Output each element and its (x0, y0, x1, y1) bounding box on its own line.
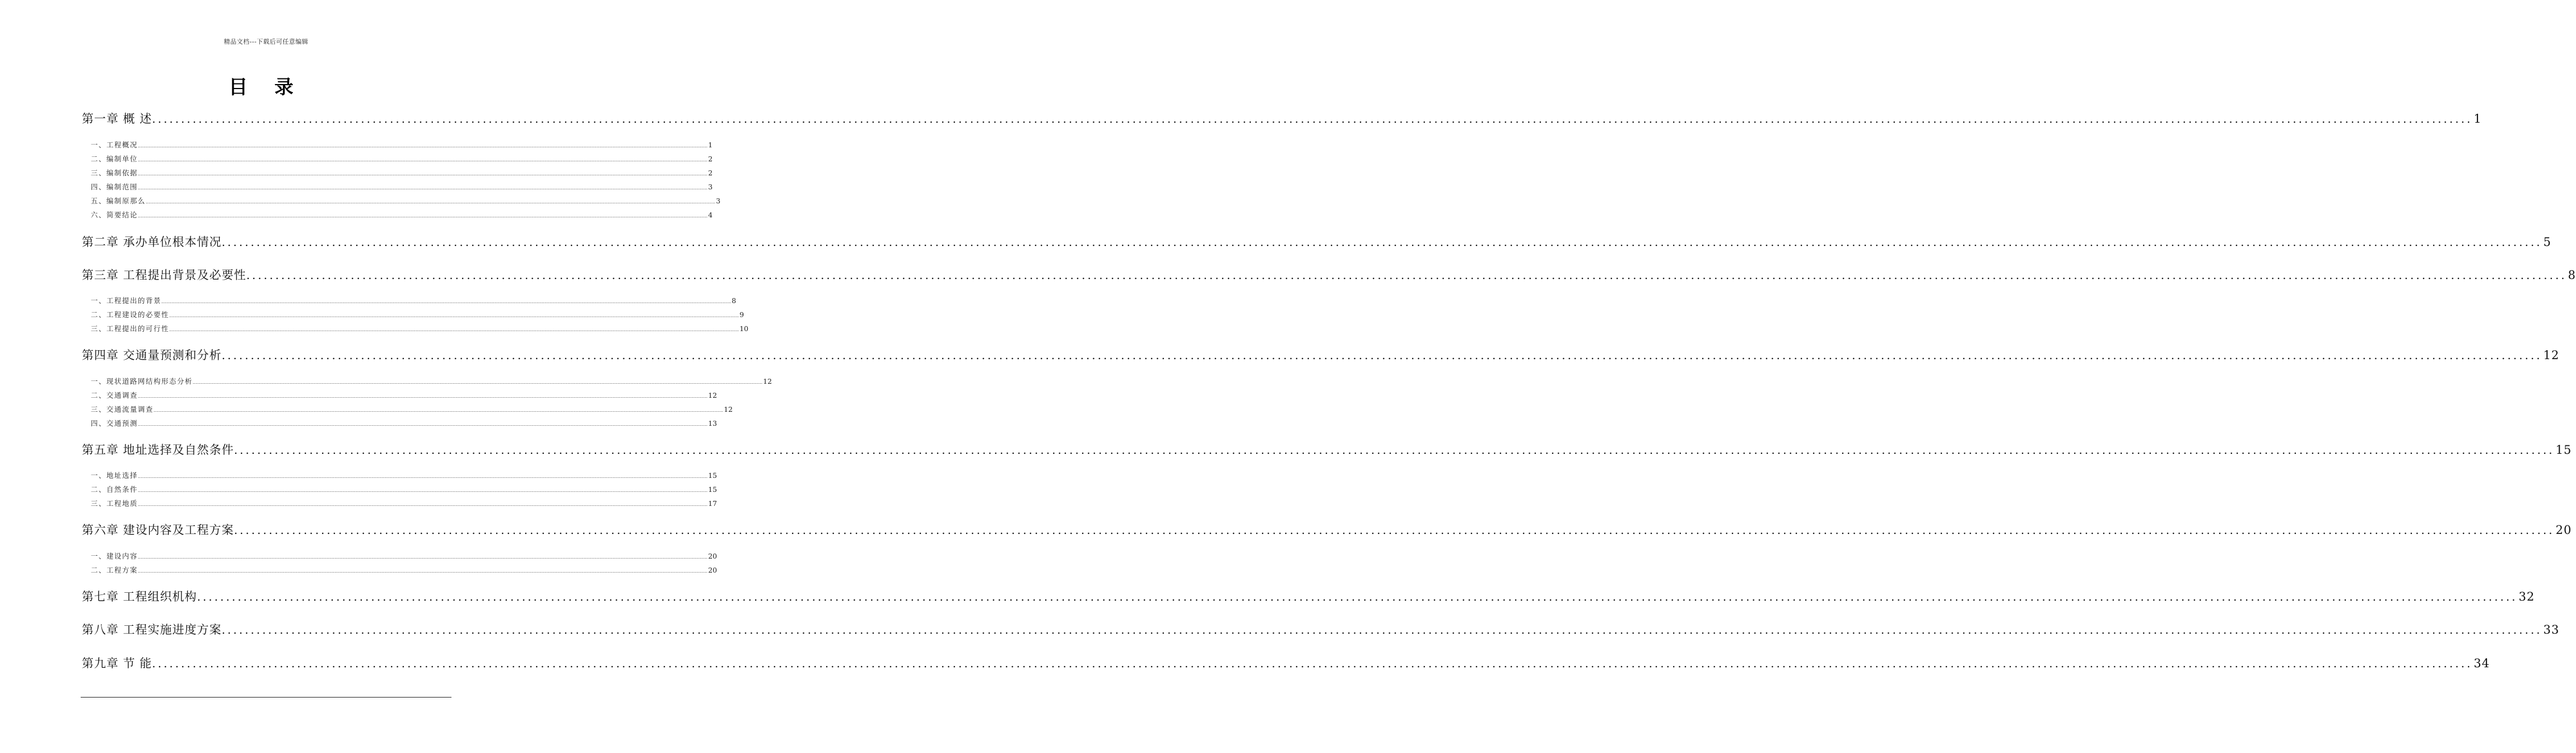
toc-leader-dots: ................................................................................................................................................................................................................................................................................................................................................................................................................ (138, 185, 708, 190)
toc-entry-label: 二、编制单位 (91, 155, 138, 163)
toc-chapter-entry[interactable] (82, 266, 2576, 283)
toc-leader-dots: ................................................................................................................................................................................................................................................................................................................................................................................................................ (221, 235, 2542, 249)
toc-entry-label: 二、自然条件 (91, 485, 138, 494)
toc-entry-label: 三、编制依据 (91, 169, 138, 177)
toc-chapter-entry[interactable] (82, 441, 2572, 458)
toc-page-number: 32 (2518, 590, 2535, 603)
toc-leader-dots: ................................................................................................................................................................................................................................................................................................................................................................................................................ (138, 171, 708, 176)
toc-page-number: 9 (739, 310, 744, 319)
toc-leader-dots: ................................................................................................................................................................................................................................................................................................................................................................................................................ (234, 523, 2555, 537)
toc-leader-dots: ................................................................................................................................................................................................................................................................................................................................................................................................................ (169, 313, 739, 318)
toc-section-entry[interactable] (91, 551, 718, 561)
toc-page-number: 20 (2555, 523, 2572, 537)
toc-page-number: 8 (2568, 268, 2576, 282)
toc-section-entry[interactable] (91, 154, 713, 164)
toc-section-entry[interactable] (91, 565, 718, 575)
toc-entry-label: 第八章 工程实施进度方案 (82, 623, 222, 636)
toc-page-number: 33 (2543, 623, 2560, 636)
toc-page-number: 1 (708, 141, 713, 149)
toc-entry-label: 第一章 概 述 (82, 112, 152, 125)
toc-page-number: 34 (2473, 657, 2490, 670)
toc-leader-dots: ................................................................................................................................................................................................................................................................................................................................................................................................................ (138, 502, 708, 507)
toc-chapter-entry[interactable] (82, 521, 2572, 538)
toc-section-entry[interactable] (91, 418, 718, 428)
toc-leader-dots: ................................................................................................................................................................................................................................................................................................................................................................................................................ (138, 488, 708, 493)
toc-leader-dots: ................................................................................................................................................................................................................................................................................................................................................................................................................ (161, 299, 732, 304)
toc-page-number: 3 (708, 183, 713, 191)
toc-entry-label: 一、地址选择 (91, 471, 138, 480)
toc-section-entry[interactable] (91, 470, 718, 480)
toc-leader-dots: ................................................................................................................................................................................................................................................................................................................................................................................................................ (221, 348, 2542, 362)
toc-section-entry[interactable] (91, 498, 718, 508)
toc-leader-dots: ................................................................................................................................................................................................................................................................................................................................................................................................................ (153, 408, 724, 413)
toc-leader-dots: ................................................................................................................................................................................................................................................................................................................................................................................................................ (152, 112, 2473, 125)
toc-entry-label: 一、现状道路网结构形态分析 (91, 377, 193, 385)
toc-entry-label: 三、工程提出的可行性 (91, 324, 170, 333)
toc-page-number: 15 (708, 471, 718, 480)
toc-entry-label: 三、工程地质 (91, 499, 138, 508)
toc-page-number: 12 (724, 405, 733, 413)
toc-entry-label: 四、编制范围 (91, 183, 138, 191)
toc-page-number: 4 (708, 211, 713, 219)
toc-leader-dots: ................................................................................................................................................................................................................................................................................................................................................................................................................ (138, 569, 708, 574)
toc-entry-label: 第四章 交通量预测和分析 (82, 348, 222, 362)
toc-leader-dots: ................................................................................................................................................................................................................................................................................................................................................................................................................ (138, 213, 708, 219)
toc-chapter-entry[interactable] (82, 346, 2560, 363)
toc-page-number: 1 (2473, 112, 2482, 125)
toc-leader-dots: ................................................................................................................................................................................................................................................................................................................................................................................................................ (152, 657, 2473, 670)
toc-leader-dots: ................................................................................................................................................................................................................................................................................................................................................................................................................ (138, 555, 708, 560)
toc-entry-label: 三、交通流量调查 (91, 405, 154, 413)
toc-chapter-entry[interactable] (82, 588, 2535, 605)
toc-entry-label: 第七章 工程组织机构 (82, 590, 197, 603)
toc-leader-dots: ................................................................................................................................................................................................................................................................................................................................................................................................................ (138, 394, 708, 399)
toc-entry-label: 六、简要结论 (91, 211, 138, 219)
toc-leader-dots: ................................................................................................................................................................................................................................................................................................................................................................................................................ (146, 199, 716, 204)
toc-chapter-entry[interactable] (82, 110, 2482, 127)
toc-entry-label: 第二章 承办单位根本情况 (82, 235, 222, 249)
toc-entry-label: 第六章 建设内容及工程方案 (82, 523, 234, 537)
toc-page-number: 3 (716, 197, 721, 205)
toc-page-number: 12 (708, 391, 718, 399)
toc-section-entry[interactable] (91, 309, 744, 319)
toc-section-entry[interactable] (91, 390, 718, 400)
toc-leader-dots: ................................................................................................................................................................................................................................................................................................................................................................................................................ (138, 474, 708, 479)
toc-leader-dots: ................................................................................................................................................................................................................................................................................................................................................................................................................ (138, 143, 708, 148)
toc-page-number: 12 (763, 377, 772, 385)
toc-entry-label: 一、工程概况 (91, 141, 138, 149)
page-title: 目 录 (229, 76, 304, 99)
toc-leader-dots: ................................................................................................................................................................................................................................................................................................................................................................................................................ (138, 157, 708, 162)
toc-page-number: 13 (708, 419, 718, 427)
toc-chapter-entry[interactable] (82, 654, 2490, 671)
toc-section-entry[interactable] (91, 182, 713, 192)
toc-section-entry[interactable] (91, 196, 721, 206)
toc-page-number: 20 (708, 552, 718, 560)
toc-page-number: 10 (739, 324, 749, 333)
toc-page-number: 2 (708, 169, 713, 177)
toc-leader-dots: ................................................................................................................................................................................................................................................................................................................................................................................................................ (246, 268, 2567, 282)
toc-section-entry[interactable] (91, 323, 749, 333)
toc-leader-dots: ................................................................................................................................................................................................................................................................................................................................................................................................................ (197, 590, 2518, 603)
toc-leader-dots: ................................................................................................................................................................................................................................................................................................................................................................................................................ (138, 422, 708, 427)
toc-entry-label: 五、编制原那么 (91, 197, 146, 205)
page-header: 精品文档---下载后可任意编辑 (223, 38, 309, 45)
toc-section-entry[interactable] (91, 376, 772, 386)
toc-leader-dots: ................................................................................................................................................................................................................................................................................................................................................................................................................ (193, 380, 763, 385)
toc-entry-label: 四、交通预测 (91, 419, 138, 427)
toc-entry-label: 第九章 节 能 (82, 657, 152, 670)
toc-page-number: 15 (708, 485, 718, 494)
toc-section-entry[interactable] (91, 140, 713, 150)
toc-page-number: 17 (708, 499, 718, 508)
toc-entry-label: 第五章 地址选择及自然条件 (82, 443, 234, 457)
toc-section-entry[interactable] (91, 168, 713, 178)
toc-page-number: 20 (708, 566, 718, 574)
toc-page-number: 5 (2543, 235, 2552, 249)
toc-section-entry[interactable] (91, 484, 718, 494)
toc-chapter-entry[interactable] (82, 233, 2552, 250)
toc-leader-dots: ................................................................................................................................................................................................................................................................................................................................................................................................................ (169, 327, 739, 332)
toc-entry-label: 一、工程提出的背景 (91, 296, 162, 305)
toc-page-number: 12 (2543, 348, 2560, 362)
toc-section-entry[interactable] (91, 210, 713, 220)
toc-entry-label: 二、工程建设的必要性 (91, 310, 170, 319)
toc-leader-dots: ................................................................................................................................................................................................................................................................................................................................................................................................................ (221, 623, 2542, 636)
toc-leader-dots: ................................................................................................................................................................................................................................................................................................................................................................................................................ (234, 443, 2555, 457)
toc-page-number: 15 (2555, 443, 2572, 457)
toc-entry-label: 第三章 工程提出背景及必要性 (82, 268, 246, 282)
toc-page-number: 2 (708, 155, 713, 163)
toc-section-entry[interactable] (91, 295, 737, 305)
toc-section-entry[interactable] (91, 404, 733, 414)
toc-entry-label: 二、交通调查 (91, 391, 138, 399)
toc-chapter-entry[interactable] (82, 621, 2560, 638)
footer-divider (81, 697, 451, 698)
toc-entry-label: 一、建设内容 (91, 552, 138, 560)
toc-page-number: 8 (732, 296, 737, 305)
toc-entry-label: 二、工程方案 (91, 566, 138, 574)
